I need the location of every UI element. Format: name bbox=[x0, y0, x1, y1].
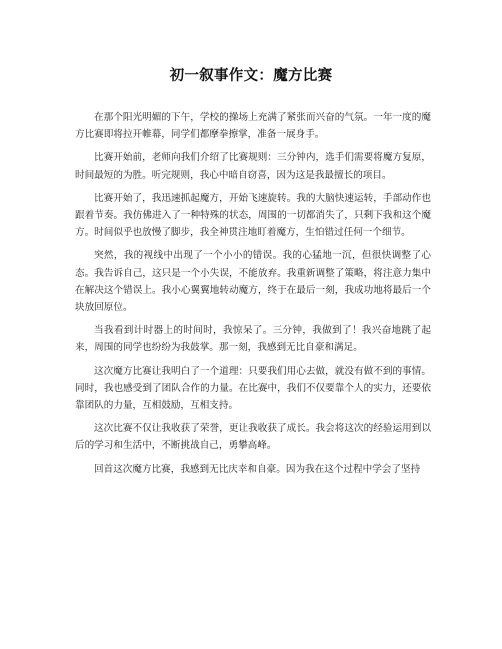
paragraph: 比赛开始前，老师向我们介绍了比赛规则：三分钟内，选手们需要将魔方复原，时间最短的为胜。听完规则，我心中暗自窃喜，因为这是我最擅长的项目。 bbox=[75, 152, 431, 181]
paragraph: 在那个阳光明媚的下午，学校的操场上充满了紧张而兴奋的气氛。一年一度的魔方比赛即将拉开帷幕，同学们都摩拳擦掌，准备一展身手。 bbox=[75, 112, 431, 141]
paragraph: 比赛开始了，我迅速抓起魔方，开始飞速旋转。我的大脑快速运转，手部动作也跟着节奏。我仿佛进入了一种特殊的状态，周围的一切都消失了，只剩下我和这个魔方。时间似乎也放慢了脚步，我全神贯注地盯着魔方，生怕错过任何一个细节。 bbox=[75, 192, 431, 239]
document-body bbox=[75, 109, 431, 484]
paragraph: 这次比赛不仅让我收获了荣誉，更让我收获了成长。我会将这次的经验运用到以后的学习和生活中，不断挑战自己，勇攀高峰。 bbox=[75, 423, 431, 452]
paragraph: 回首这次魔方比赛，我感到无比庆幸和自豪。因为我在这个过程中学会了坚持 bbox=[94, 463, 421, 475]
paragraph: 当我看到计时器上的时间时，我惊呆了。三分钟，我做到了！我兴奋地跳了起来，周围的同学也纷纷为我鼓掌。那一刻，我感到无比自豪和满足。 bbox=[75, 325, 431, 354]
paragraph: 这次魔方比赛让我明白了一个道理：只要我们用心去做，就没有做不到的事情。同时，我也感受到了团队合作的力量。在比赛中，我们不仅要靠个人的实力，还要依靠团队的力量，互相鼓励，互相支持。 bbox=[75, 365, 431, 412]
paragraph: 突然，我的视线中出现了一个小小的错误。我的心猛地一沉，但很快调整了心态。我告诉自己，这只是一个小失误，不能放弃。我重新调整了策略，将注意力集中在解决这个错误上。我小心翼翼地转动魔方，终于在最后一刻，我成功地将最后一个块放回原位。 bbox=[75, 250, 431, 314]
document-title: 初一叙事作文：魔方比赛 bbox=[169, 68, 333, 84]
